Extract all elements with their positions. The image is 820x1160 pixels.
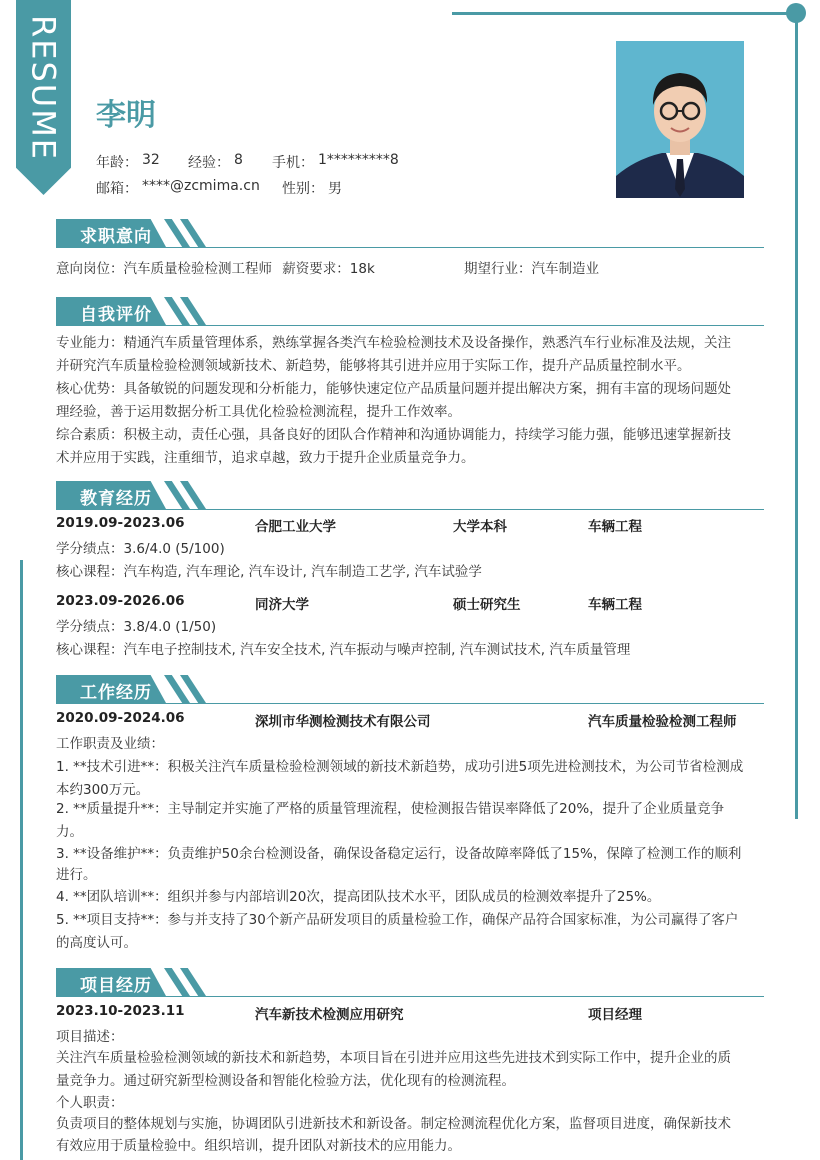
project-line: 个人职责：	[56, 1095, 124, 1111]
work-line: 本约300万元。	[56, 782, 150, 798]
section-header-self-evaluation	[56, 297, 764, 327]
self-eval-line: 综合素质：积极主动，责任心强，具备良好的团队合作精神和沟通协调能力，持续学习能力强，能够迅速掌握新技	[56, 427, 731, 443]
section-header-education	[56, 481, 764, 511]
work-line: 2. **质量提升**：主导制定并实施了严格的质量管理流程，使检测报告错误率降低了20%，提升了企业质量竞争	[56, 801, 725, 817]
work-role: 汽车质量检验检测工程师	[588, 714, 737, 730]
education-gpa: 学分绩点：3.8/4.0 (1/50)	[56, 619, 217, 635]
section-title-education: 教育经历	[80, 489, 152, 509]
work-line: 的高度认可。	[56, 935, 137, 951]
candidate-name: 李明	[96, 98, 156, 133]
project-line: 负责项目的整体规划与实施，协调团队引进新技术和新设备。制定检测流程优化方案，监督项目进度，确保新技术	[56, 1116, 731, 1132]
age-label: 年龄：	[96, 155, 138, 171]
work-line: 工作职责及业绩：	[56, 736, 164, 752]
intent-salary: 薪资要求：18k	[282, 261, 375, 277]
experience-label: 经验：	[188, 155, 230, 171]
email-label: 邮箱：	[96, 181, 138, 197]
education-courses: 核心课程：汽车构造, 汽车理论, 汽车设计, 汽车制造工艺学, 汽车试验学	[56, 564, 482, 580]
project-line: 项目描述：	[56, 1029, 124, 1045]
top-decorative-line	[452, 12, 796, 15]
education-degree: 硕士研究生	[453, 597, 521, 613]
project-line: 量竞争力。通过研究新型检测设备和智能化检验方法，优化现有的检测流程。	[56, 1073, 515, 1089]
intent-row	[56, 258, 768, 281]
work-line: 力。	[56, 824, 83, 840]
right-decorative-line	[795, 14, 798, 819]
project-line: 关注汽车质量检验检测领域的新技术和新趋势，本项目旨在引进并应用这些先进技术到实际工作中，提升企业的质	[56, 1050, 731, 1066]
phone-label: 手机：	[272, 155, 314, 171]
education-school: 合肥工业大学	[255, 519, 336, 535]
left-decorative-line	[20, 560, 23, 1160]
work-line: 1. **技术引进**：积极关注汽车质量检验检测领域的新技术新趋势，成功引进5项先进检测技术，为公司节省检测成	[56, 759, 744, 775]
section-title-intent: 求职意向	[80, 227, 152, 247]
work-line: 3. **设备维护**：负责维护50余台检测设备，确保设备稳定运行，设备故障率降低了15%，保障了检测工作的顺利	[56, 846, 742, 862]
education-entry-header	[56, 593, 768, 616]
age-value: 32	[142, 152, 160, 168]
education-major: 车辆工程	[588, 519, 642, 535]
self-eval-line: 核心优势：具备敏锐的问题发现和分析能力，能够快速定位产品质量问题并提出解决方案，拥有丰富的现场问题处	[56, 381, 731, 397]
project-entry-header	[56, 1003, 768, 1026]
section-header-work	[56, 675, 764, 705]
resume-ribbon-text: RESUME	[24, 14, 63, 161]
work-line: 4. **团队培训**：组织并参与内部培训20次，提高团队技术水平，团队成员的检测效率提升了25%。	[56, 889, 661, 905]
education-school: 同济大学	[255, 597, 309, 613]
self-eval-line: 专业能力：精通汽车质量管理体系，熟练掌握各类汽车检验检测技术及设备操作，熟悉汽车行业标准及法规，关注	[56, 335, 731, 351]
education-period: 2019.09-2023.06	[56, 515, 185, 531]
work-entry-header	[56, 710, 768, 733]
intent-industry: 期望行业：汽车制造业	[464, 261, 599, 277]
education-courses: 核心课程：汽车电子控制技术, 汽车安全技术, 汽车振动与噪声控制, 汽车测试技术, 汽车质量管理	[56, 642, 631, 658]
education-degree: 大学本科	[453, 519, 507, 535]
email-value: ****@zcmima.cn	[142, 178, 260, 194]
gender-label: 性别：	[282, 181, 324, 197]
project-role: 项目经理	[588, 1007, 642, 1023]
section-title-self-evaluation: 自我评价	[80, 305, 152, 325]
self-eval-line: 术并应用于实践，注重细节，追求卓越，致力于提升企业质量竞争力。	[56, 450, 475, 466]
profile-photo	[616, 41, 744, 198]
work-period: 2020.09-2024.06	[56, 710, 185, 726]
experience-value: 8	[234, 152, 243, 168]
gender-value: 男	[328, 181, 342, 197]
section-header-project	[56, 968, 764, 998]
project-name: 汽车新技术检测应用研究	[255, 1007, 404, 1023]
education-major: 车辆工程	[588, 597, 642, 613]
project-period: 2023.10-2023.11	[56, 1003, 185, 1019]
section-title-work: 工作经历	[80, 683, 152, 703]
work-company: 深圳市华测检测技术有限公司	[255, 714, 431, 730]
section-header-intent	[56, 219, 764, 249]
phone-value: 1*********8	[318, 152, 399, 168]
person-portrait-icon	[616, 41, 744, 198]
education-period: 2023.09-2026.06	[56, 593, 185, 609]
self-eval-line: 理经验，善于运用数据分析工具优化检验检测流程，提升工作效率。	[56, 404, 461, 420]
work-line: 进行。	[56, 867, 97, 883]
work-line: 5. **项目支持**：参与并支持了30个新产品研发项目的质量检验工作，确保产品符合国家标准，为公司赢得了客户	[56, 912, 739, 928]
education-gpa: 学分绩点：3.6/4.0 (5/100)	[56, 541, 225, 557]
education-entry-header	[56, 515, 768, 538]
intent-position: 意向岗位：汽车质量检验检测工程师	[56, 261, 272, 277]
project-line: 有效应用于质量检验中。组织培训，提升团队对新技术的应用能力。	[56, 1138, 461, 1154]
self-eval-line: 并研究汽车质量检验检测领域新技术、新趋势，能够将其引进并应用于实际工作，提升产品质量控制水平。	[56, 358, 691, 374]
section-title-project: 项目经历	[80, 976, 152, 996]
